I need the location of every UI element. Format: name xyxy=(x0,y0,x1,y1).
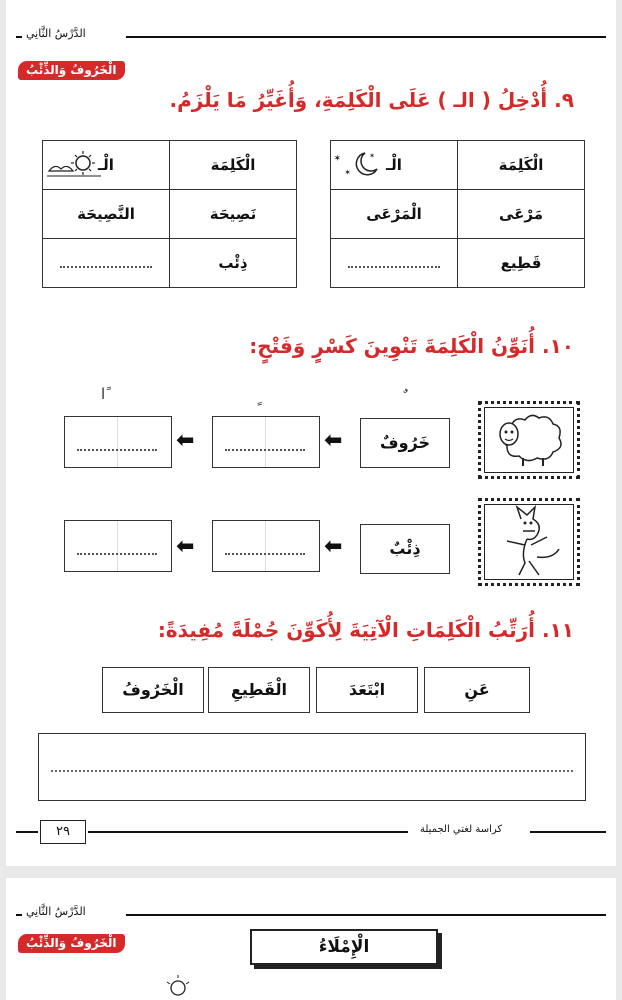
tanween-fathah-marker: ًا xyxy=(101,385,106,403)
answer-field[interactable] xyxy=(331,239,458,288)
table-header-word: الْكَلِمَة xyxy=(170,141,297,190)
sentence-answer-box[interactable] xyxy=(38,733,586,801)
workbook-page xyxy=(6,0,616,866)
table-cell: نَصِيحَة xyxy=(170,190,297,239)
arrow-left-icon: ⬅ xyxy=(176,534,195,559)
unit-badge: الْخَرُوفُ وَالذِّئْبُ xyxy=(18,934,125,953)
table-right xyxy=(330,140,585,288)
footer-rule xyxy=(88,831,408,833)
next-page xyxy=(6,878,616,1000)
lesson-label: الدَّرْسُ الثَّانِي xyxy=(26,27,86,40)
al-label: الْـ xyxy=(98,156,114,174)
section-title: الْإِمْلَاءُ xyxy=(250,929,438,965)
tanween-answer-box-kasrah[interactable] xyxy=(212,416,320,468)
table-header-al xyxy=(43,141,170,190)
tanween-answer-box-kasrah[interactable] xyxy=(212,520,320,572)
header-rule xyxy=(126,914,606,916)
wolf-icon xyxy=(481,501,577,583)
table-cell: الْمَرْعَى xyxy=(331,190,458,239)
question-10-title: ١٠. أُنَوِّنُ الْكَلِمَةَ تَنْوِينَ كَسْرٍ وَفَتْحٍ: xyxy=(249,334,574,358)
svg-text:✶: ✶ xyxy=(369,152,375,160)
unit-badge: الْخَرُوفُ وَالذِّئْبُ xyxy=(18,61,125,80)
sheep-icon xyxy=(481,404,577,476)
header-rule xyxy=(126,36,606,38)
table-header-al xyxy=(331,141,458,190)
table-cell: ذِئْب xyxy=(170,239,297,288)
svg-text:✶: ✶ xyxy=(333,154,341,164)
word-card[interactable]: الْقَطِيعِ xyxy=(208,667,310,713)
header-rule-left xyxy=(16,36,22,38)
svg-text:✶: ✶ xyxy=(344,168,351,177)
tanween-answer-box-fathah[interactable] xyxy=(64,416,172,468)
answer-field[interactable] xyxy=(43,239,170,288)
book-title: كراسة لغتي الجميلة xyxy=(420,824,503,835)
word-box-sheep: خَرُوفٌ xyxy=(360,418,450,468)
arrow-left-icon: ⬅ xyxy=(176,428,195,453)
question-11-title: ١١. أُرَتِّبُ الْكَلِمَاتِ الْآتِيَةَ لِأُكَوِّنَ جُمْلَةً مُفِيدَةً: xyxy=(157,618,574,642)
table-cell: قَطِيع xyxy=(458,239,585,288)
moon-stars-icon xyxy=(333,149,383,179)
arrow-left-icon: ⬅ xyxy=(324,534,343,559)
sheep-picture xyxy=(478,401,580,479)
table-header-word: الْكَلِمَة xyxy=(458,141,585,190)
table-left xyxy=(42,140,297,288)
tanween-answer-box-fathah[interactable] xyxy=(64,520,172,572)
lightbulb-icon xyxy=(164,974,192,1000)
wolf-picture xyxy=(478,498,580,586)
table-cell: النَّصِيحَة xyxy=(43,190,170,239)
header-rule-left xyxy=(16,914,22,916)
sun-icon xyxy=(47,149,103,179)
arrow-left-icon: ⬅ xyxy=(324,428,343,453)
word-card[interactable]: ابْتَعَدَ xyxy=(316,667,418,713)
table-cell: مَرْعَى xyxy=(458,190,585,239)
word-card[interactable]: عَنِ xyxy=(424,667,530,713)
page-number: ٢٩ xyxy=(40,820,86,844)
footer-rule-right xyxy=(530,831,606,833)
word-box-wolf: ذِئْبٌ xyxy=(360,524,450,574)
word-card[interactable]: الْخَرُوفُ xyxy=(102,667,204,713)
question-9-title: ٩. أُدْخِلُ ( الـ ) عَلَى الْكَلِمَةِ، وَأُغَيِّرُ مَا يَلْزَمُ. xyxy=(169,88,574,112)
al-label: الْـ xyxy=(386,156,402,174)
lesson-label: الدَّرْسُ الثَّانِي xyxy=(26,905,86,918)
footer-rule-left xyxy=(16,831,38,833)
